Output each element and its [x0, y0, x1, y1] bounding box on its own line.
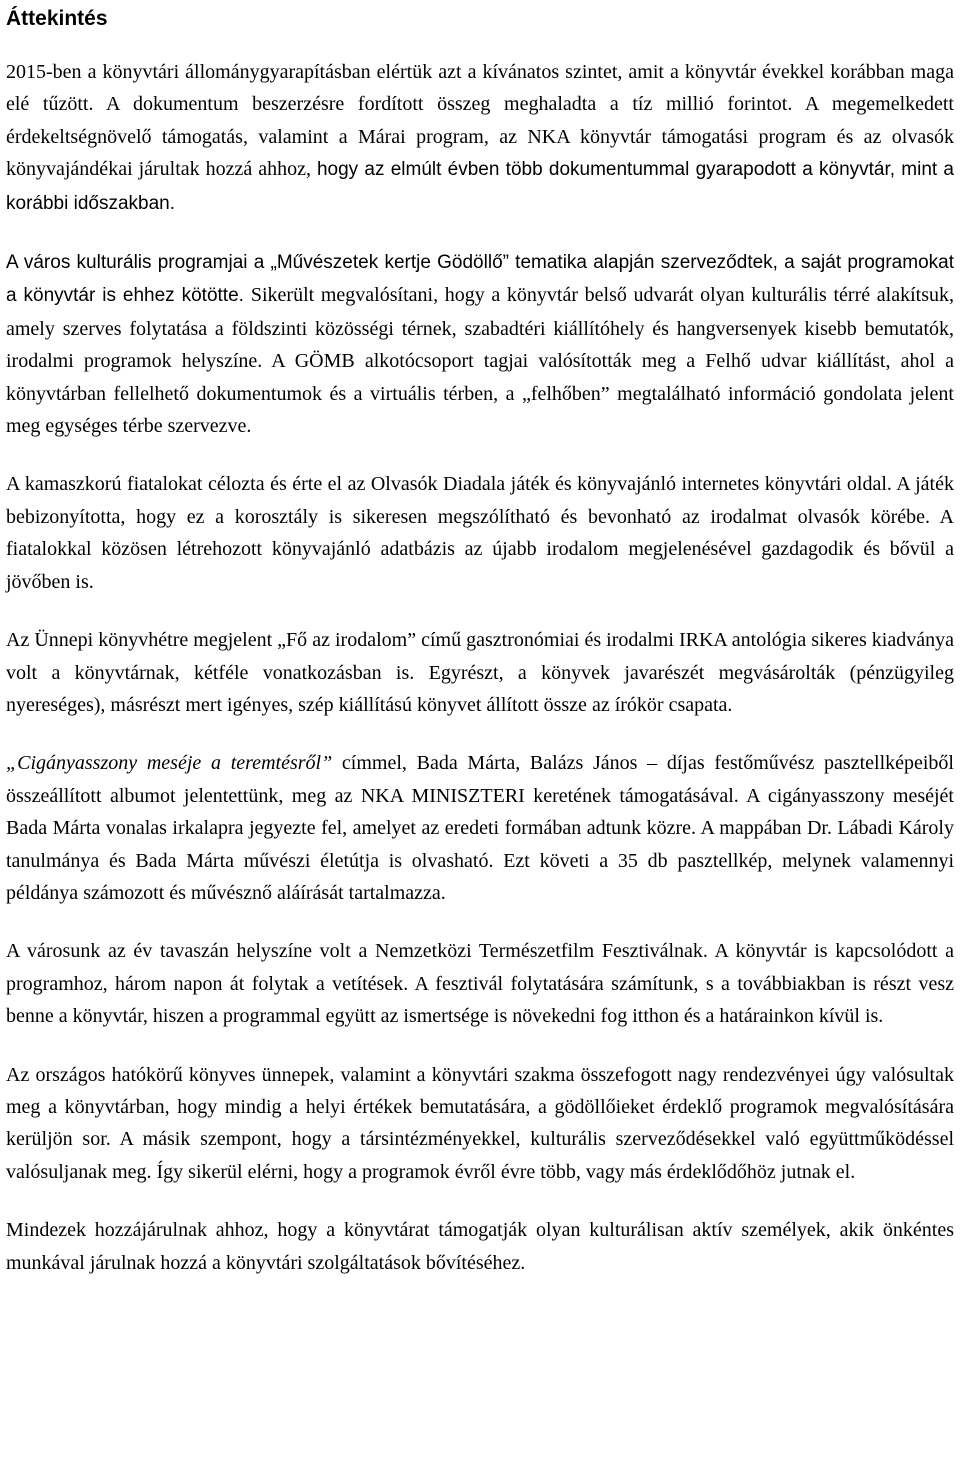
paragraph-teen-readers: A kamaszkorú fiatalokat célozta és érte el az Olvasók Diadala játék és könyvajánló internetes könyvtári oldal. A játék bebizonyította, hogy ez a korosztály is sikeresen megszólítható és bevonható az irodalmat olvasók körébe. A fiatalokkal közösen létrehozott könyvajánló adatbázis az újabb irodalom megjelenésével gazdagodik és bővül a jövőben is. — [6, 473, 954, 593]
paragraph-acquisition-part-1: 2015-ben a könyvtári állománygyarapításban elértük azt a kívánatos szintet, amit a könyvtár évekkel korábban maga elé tűzött. A dokumentum beszerzésre fordított összeg meghaladta a tíz millió forintot. — [6, 61, 954, 116]
paragraph-national-events: Az országos hatókörű könyves ünnepek, valamint a könyvtári szakma összefogott nagy rendezvényei úgy valósultak meg a könyvtárban, hogy mindig a helyi értékek bemutatására, a gödöllőieket érdeklő programok megvalósítására kerüljön sor. A másik szempont, hogy a társintézményekkel, kulturális szerveződésekkel való együttműködéssel valósuljanak meg. Így sikerül elérni, hogy a programok évről évre több, vagy más érdeklődőhöz jutnak el. — [6, 1063, 954, 1183]
album-title: „Cigányasszony meséje a teremtésről” — [6, 752, 333, 775]
paragraph-album — [6, 747, 954, 909]
paragraph-album-body: címmel, Bada Márta, Balázs János – díjas festőművész pasztellképeiből összeállított albumot jelentettünk, meg az NKA MINISZTERI keretének támogatásával. A cigányasszony meséjét Bada Márta vonalas irkalapra jegyezte fel, amelyet az eredeti formában adtunk közre. A mappában Dr. Lábadi Károly tanulmánya és Bada Márta művészi életútja is olvasható. Ezt követi a 35 db pasztellkép, melynek valamennyi példánya számozott és művésznő aláírását tartalmazza. — [6, 752, 954, 904]
paragraph-film-festival: A városunk az év tavaszán helyszíne volt a Nemzetközi Természetfilm Fesztiválnak. A könyvtár is kapcsolódott a programhoz, három napon át folytak a vetítések. A fesztivál folytatására számítunk, s a továbbiakban is részt vesz benne a könyvtár, hiszen a programmal együtt az ismertsége is növekedni fog itthon és a határainkon kívül is. — [6, 940, 954, 1028]
paragraph-cultural-programs — [6, 246, 954, 442]
paragraph-acquisition-part-2: A megemelkedett érdekeltségnövelő támogatás, valamint a Márai program, az NKA könyvtár támogatási program és az olvasók könyvajándékai járultak hozzá ahhoz, — [6, 93, 954, 181]
paragraph-acquisition-part-3: hogy az elmúlt évben több dokumentummal gyarapodott a könyvtár, mint a korábbi időszakban. — [6, 159, 954, 214]
paragraph-acquisition — [6, 56, 954, 220]
page-title: Áttekintés — [6, 7, 108, 30]
paragraph-volunteers: Mindezek hozzájárulnak ahhoz, hogy a könyvtárat támogatják olyan kulturálisan aktív személyek, akik önkéntes munkával járulnak hozzá a könyvtári szolgáltatások bővítéséhez. — [6, 1219, 954, 1274]
paragraph-cultural-programs-part-1: A város kulturális programjai a „Művészetek kertje Gödöllő” tematika alapján szerveződtek, a saját programokat a könyvtár is ehhez kötötte. — [6, 252, 954, 307]
paragraph-cultural-programs-part-2: Sikerült megvalósítani, hogy a könyvtár belső udvarát olyan kulturális térré alakítsuk, amely szerves folytatása a földszinti közösségi térnek, szabadtéri kiállítóhely és hangversenyek kisebb bemutatók, irodalmi programok helyszíne. A GÖMB alkotócsoport tagjai valósították meg a Felhő udvar kiállítást, ahol a könyvtárban fellelhető dokumentumok és a virtuális térben, a „felhőben” megtalálható információ gondolata jelent meg egységes térbe szervezve. — [6, 284, 954, 438]
paragraph-book-week: Az Ünnepi könyvhétre megjelent „Fő az irodalom” című gasztronómiai és irodalmi IRKA antológia sikeres kiadványa volt a könyvtárnak, kétféle vonatkozásban is. Egyrészt, a könyvek javarészét megvásárolták (pénzügyileg nyereséges), másrészt mert igényes, szép kiállítású könyvet állított össze az írókör csapata. — [6, 629, 954, 716]
